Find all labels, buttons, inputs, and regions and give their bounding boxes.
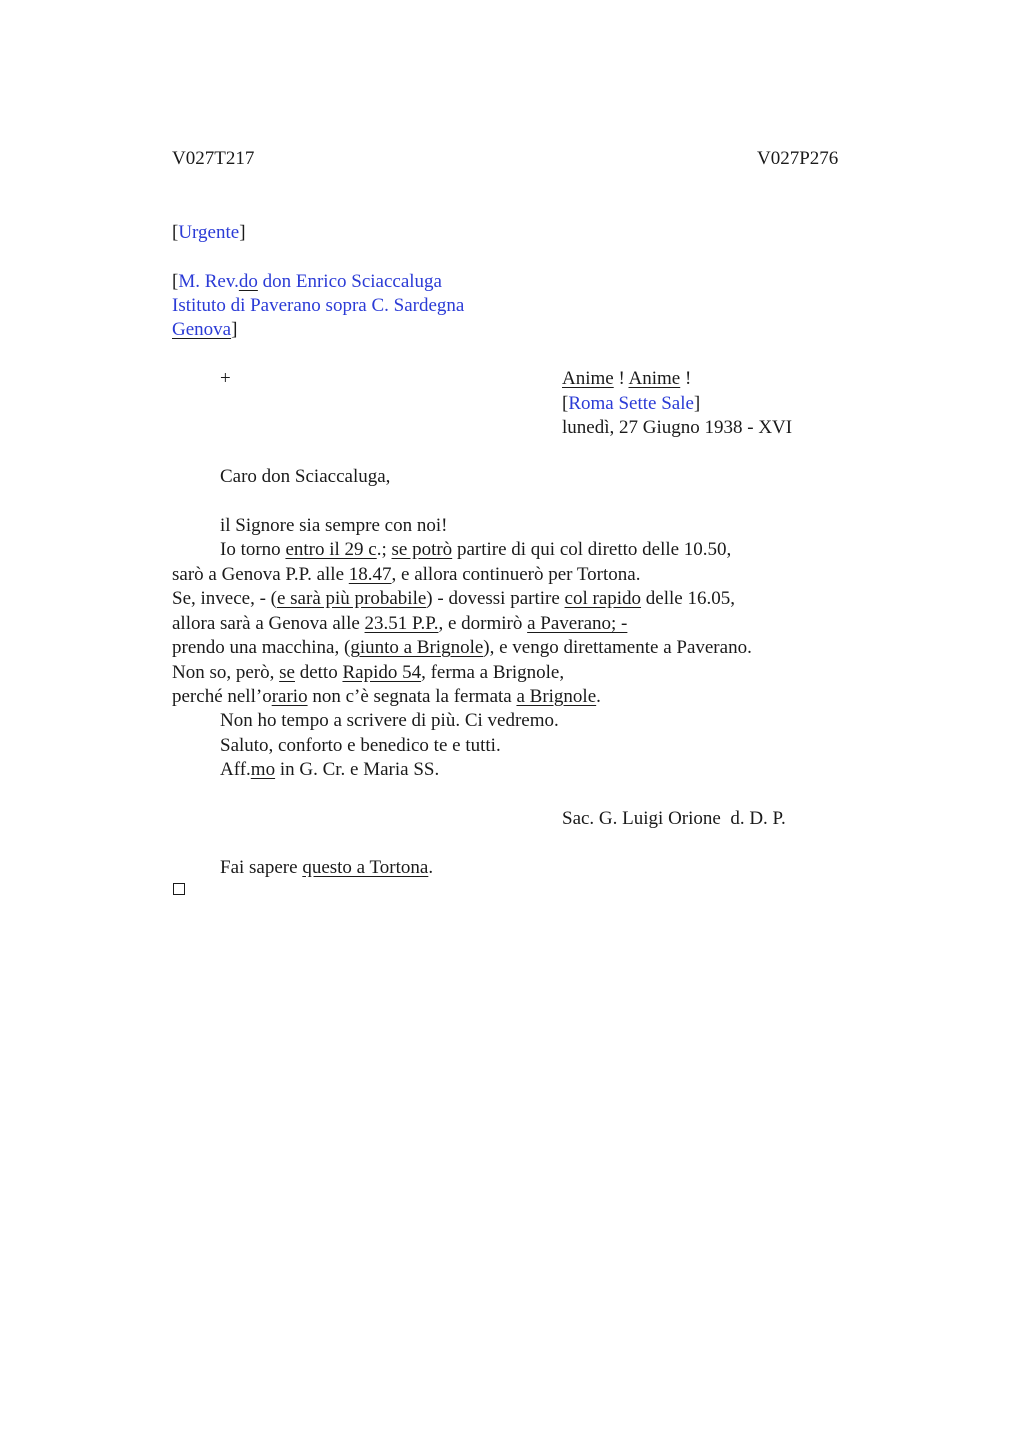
motto-sep-1: ! — [613, 368, 629, 389]
l7-seg-2: detto — [294, 662, 343, 683]
l11-seg-2: in G. Cr. e Maria SS. — [275, 759, 440, 780]
body-line-10: Saluto, conforto e benedico te e tutti. — [220, 735, 501, 756]
l4-seg-2: ) - dovessi partire — [426, 588, 565, 609]
l4-seg-4: delle 16.05, — [641, 588, 735, 609]
place-name: Roma Sette Sale — [568, 393, 694, 414]
document-code-left: V027T217 — [172, 148, 255, 169]
l8-seg-1: rario — [271, 686, 308, 707]
place-line: [Roma Sette Sale] — [562, 393, 701, 414]
address-title-suffix: do — [238, 271, 258, 292]
motto-sep-2: ! — [680, 368, 692, 389]
cross-symbol: + — [220, 368, 231, 389]
body-line-8 — [172, 685, 601, 709]
l5-seg-1: 23.51 P.P. — [364, 613, 439, 634]
body-line-9: Non ho tempo a scrivere di più. Ci vedremo. — [220, 710, 559, 731]
l11-seg-1: mo — [250, 759, 276, 780]
motto-word-2: Anime — [628, 368, 681, 389]
body-line-5 — [172, 612, 627, 636]
l3-seg-2: , e allora continuerò per Tortona. — [391, 564, 641, 585]
address-line-3: Genova] — [172, 319, 238, 340]
body-line-3 — [172, 563, 640, 587]
l5-seg-4: ; - — [611, 613, 628, 634]
l2-seg-4: partire di qui col diretto delle 10.50, — [452, 539, 732, 560]
address-city: Genova — [172, 319, 232, 340]
ps-seg-1: questo a Tortona — [302, 857, 429, 878]
body-line-11 — [220, 758, 439, 782]
l6-seg-2: ), e vengo direttamente a Paverano. — [483, 637, 752, 658]
l3-seg-0: sarò a Genova P.P. alle — [172, 564, 349, 585]
signature: Sac. G. Luigi Orione d. D. P. — [562, 808, 786, 829]
l6-seg-0: prendo una macchina, ( — [172, 637, 351, 658]
urgent-note: [Urgente] — [172, 222, 246, 243]
l2-seg-2: .; — [376, 539, 392, 560]
l2-seg-1: entro il 29 c — [285, 539, 377, 560]
motto-word-1: Anime — [562, 368, 614, 389]
motto — [562, 367, 691, 391]
l3-seg-1: 18.47 — [348, 564, 392, 585]
l7-seg-4: , ferma a Brignole, — [421, 662, 565, 683]
l5-seg-2: , e dormirò — [438, 613, 528, 634]
l2-seg-0: Io torno — [220, 539, 286, 560]
l7-seg-3: Rapido 54 — [342, 662, 422, 683]
l7-seg-0: Non so, però, — [172, 662, 280, 683]
ps-seg-2: . — [428, 857, 434, 878]
body-line-4 — [172, 587, 735, 611]
body-line-7 — [172, 661, 564, 685]
address-line-2: Istituto di Paverano sopra C. Sardegna — [172, 295, 465, 316]
l5-seg-3: a Paverano — [527, 613, 612, 634]
end-box-icon — [173, 883, 185, 895]
salutation: Caro don Sciaccaluga, — [220, 466, 391, 487]
l11-seg-0: Aff. — [220, 759, 251, 780]
ps-seg-0: Fai sapere — [220, 857, 303, 878]
body-line-1: il Signore sia sempre con noi! — [220, 515, 448, 536]
l8-seg-3: a Brignole — [516, 686, 597, 707]
body-line-2 — [220, 538, 731, 562]
l4-seg-1: e sarà più probabile — [276, 588, 427, 609]
body-line-6 — [172, 636, 752, 660]
date-line: lunedì, 27 Giugno 1938 - XVI — [562, 417, 793, 438]
l4-seg-3: col rapido — [564, 588, 642, 609]
l8-seg-2: non c’è segnata la fermata — [307, 686, 517, 707]
document-code-right: V027P276 — [757, 148, 839, 169]
address-name: don Enrico Sciaccaluga — [257, 271, 442, 292]
urgent-label: Urgente — [178, 222, 240, 243]
l2-seg-3: se potrò — [391, 539, 453, 560]
l8-seg-0: perché nell’o — [172, 686, 272, 707]
l7-seg-1: se — [279, 662, 295, 683]
postscript — [220, 856, 433, 880]
l8-seg-4: . — [596, 686, 601, 707]
address-title: M. Rev. — [178, 271, 239, 292]
l5-seg-0: allora sarà a Genova alle — [172, 613, 365, 634]
l4-seg-0: Se, invece, - ( — [172, 588, 277, 609]
address-line-1: [M. Rev.do don Enrico Sciaccaluga — [172, 271, 442, 292]
l6-seg-1: giunto a Brignole — [350, 637, 484, 658]
